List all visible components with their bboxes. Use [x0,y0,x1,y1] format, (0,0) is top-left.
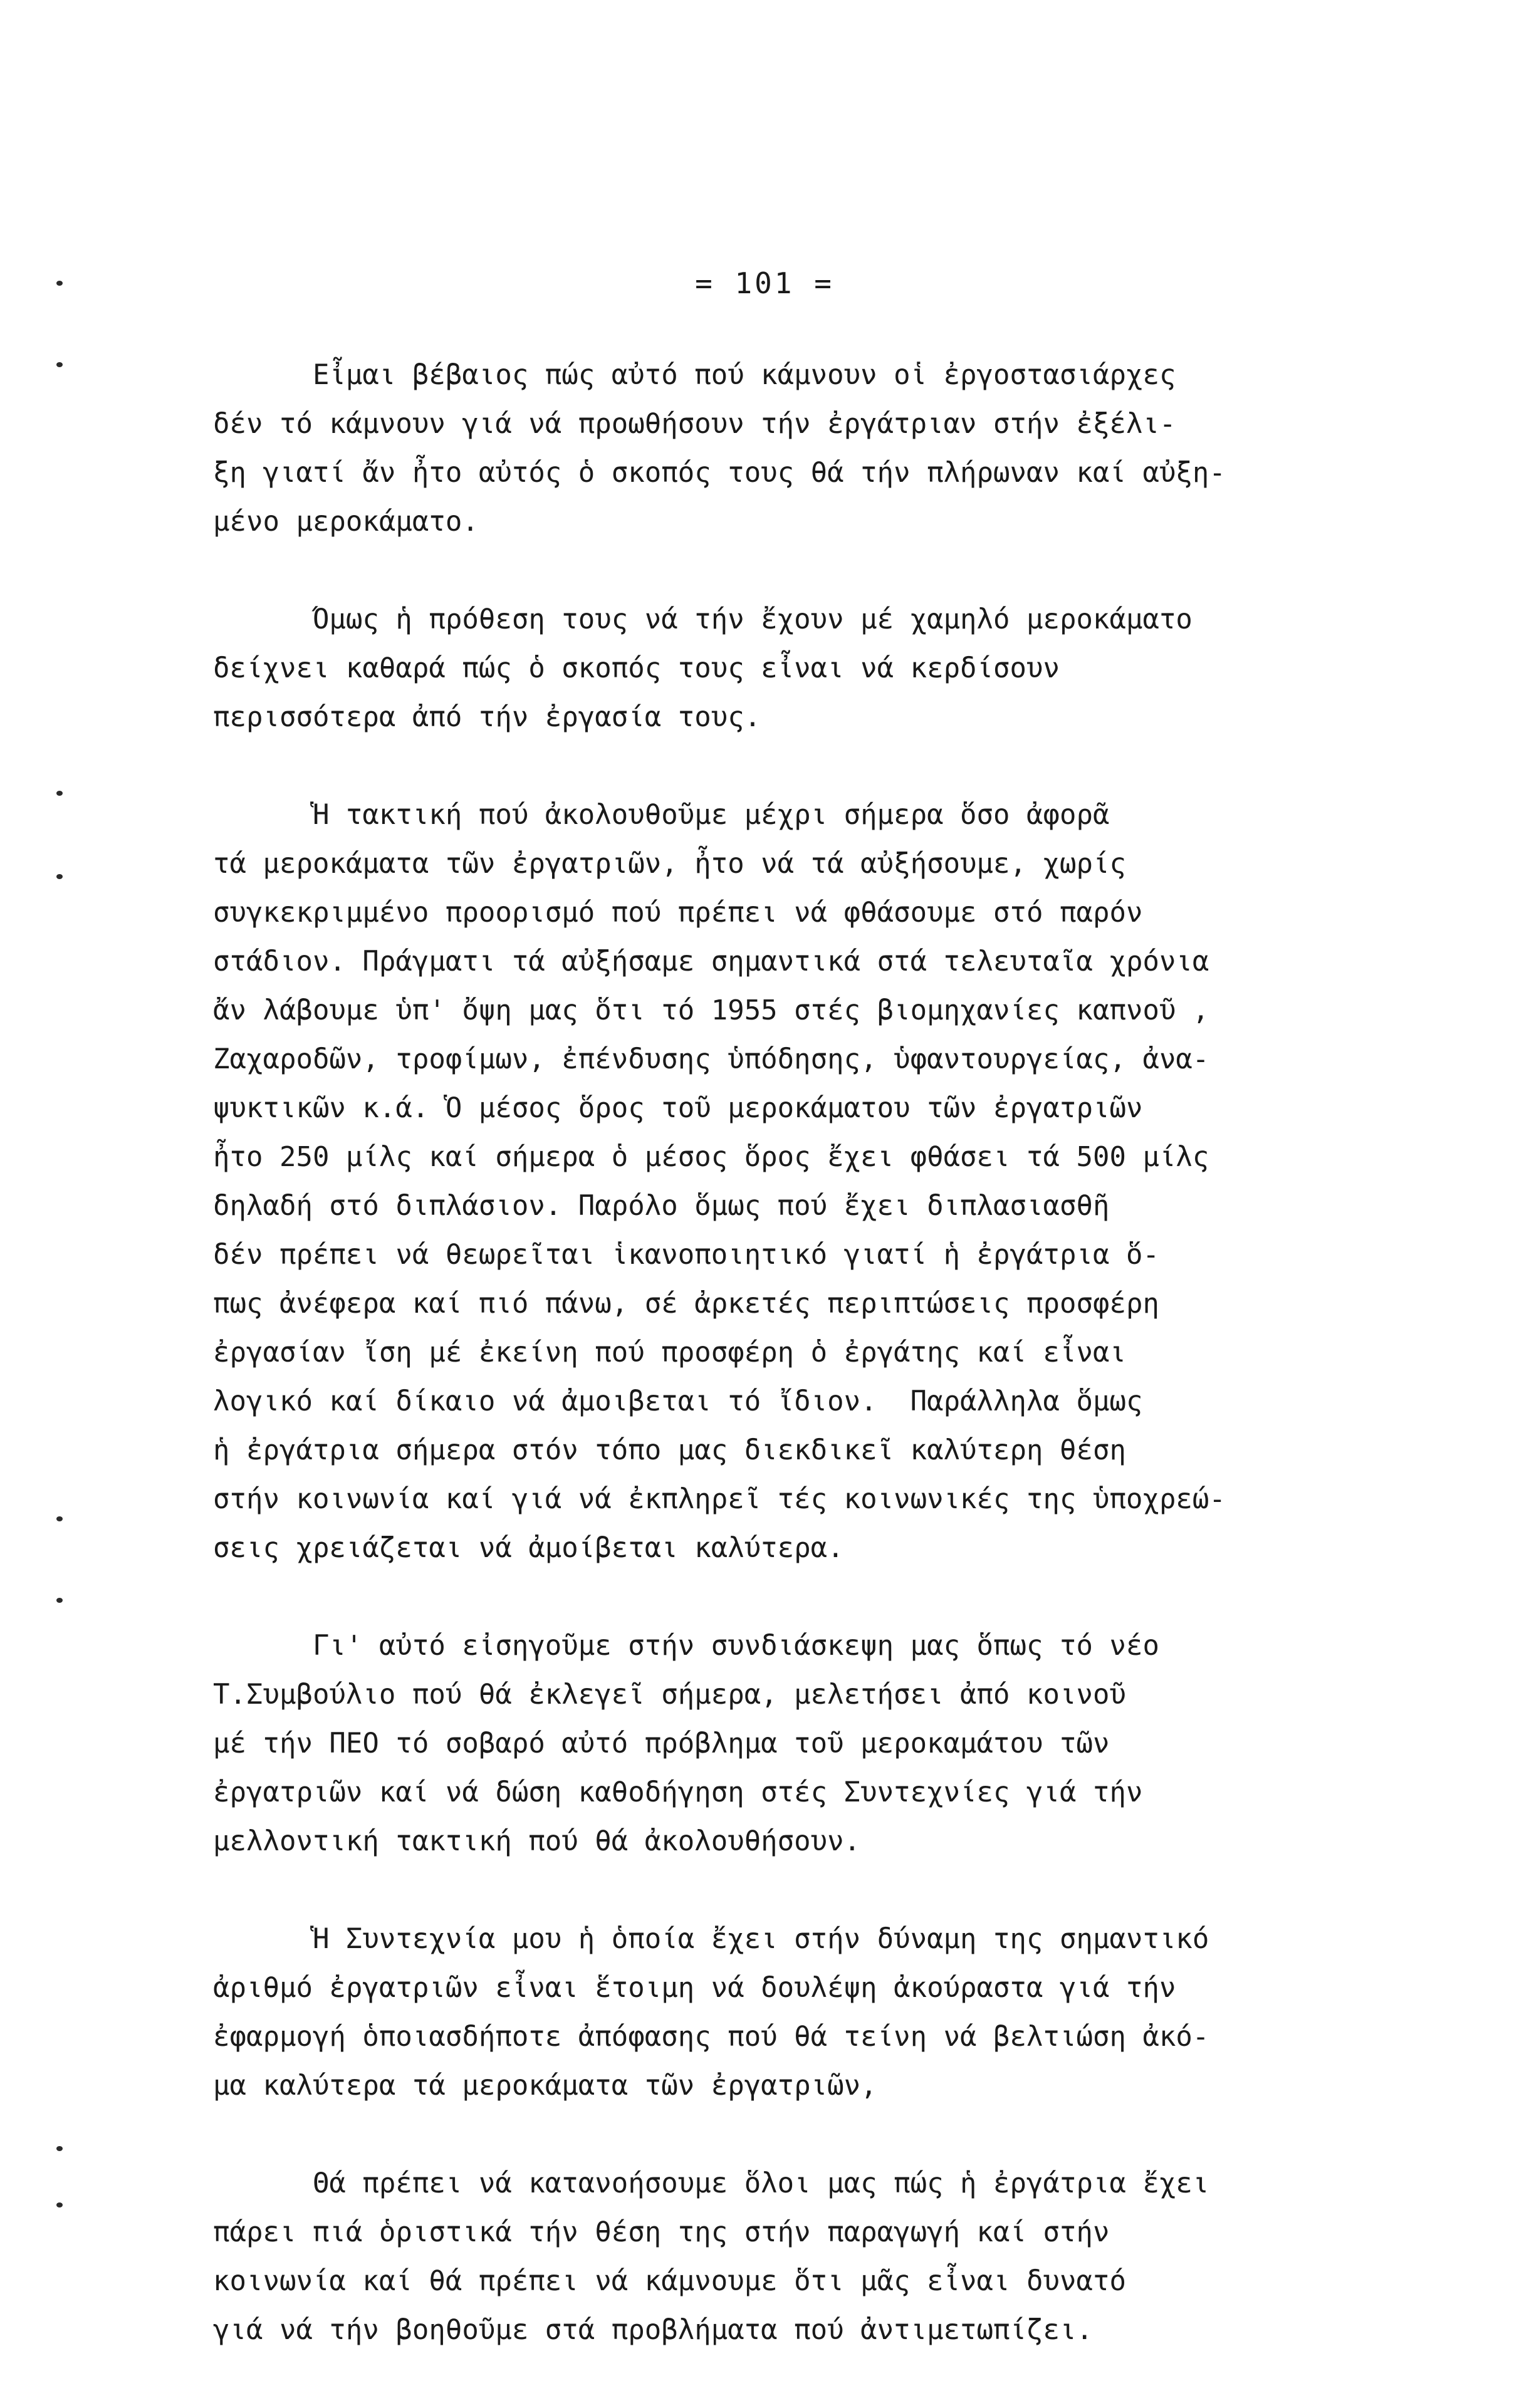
paragraph-2 [213,595,1391,742]
text-line: τά μεροκάματα τῶν ἐργατριῶν, ἦτο νά τά αὐξήσουμε, χωρίς [213,848,1126,880]
text-line: Ἡ τακτική πού ἀκολουθοῦμε μέχρι σήμερα ὅσο ἀφορᾶ [213,799,1110,831]
text-line: γιά νά τήν βοηθοῦμε στά προβλήματα πού ἀντιμετωπίζει. [213,2314,1093,2346]
text-line: πάρει πιά ὁριστικά τήν θέση της στήν παραγωγή καί στήν [213,2216,1110,2248]
margin-mark [56,2146,63,2151]
text-line: συγκεκριμμένο προορισμό πού πρέπει νά φθάσουμε στό παρόν [213,897,1143,929]
text-line: Εἶμαι βέβαιος πώς αὐτό πού κάμνουν οἱ ἐργοστασιάρχες [213,359,1176,391]
text-line: λογικό καί δίκαιο νά ἀμοιβεται τό ἴδιον. Παράλληλα ὅμως [213,1385,1143,1417]
text-line: μελλοντική τακτική πού θά ἀκολουθήσουν. [213,1825,861,1857]
text-line: δέν τό κάμνουν γιά νά προωθήσουν τήν ἐργάτριαν στήν ἐξέλι- [213,408,1176,440]
text-line: Όμως ἡ πρόθεση τους νά τήν ἔχουν μέ χαμηλό μεροκάματο [213,603,1192,635]
text-line: Τ.Συμβούλιο πού θά ἐκλεγεῖ σήμερα, μελετήσει ἀπό κοινοῦ [213,1679,1126,1711]
text-line: μα καλύτερα τά μεροκάματα τῶν ἐργατριῶν, [213,2070,877,2102]
paragraph-5 [213,1915,1391,2110]
margin-mark [56,791,63,796]
text-line: ἦτο 250 μίλς καί σήμερα ὁ μέσος ὅρος ἔχει φθάσει τά 500 μίλς [213,1141,1209,1173]
text-line: κοινωνία καί θά πρέπει νά κάμνουμε ὅτι μᾶς εἶναι δυνατό [213,2265,1126,2297]
text-line: πως ἀνέφερα καί πιό πάνω, σέ ἀρκετές περιπτώσεις προσφέρη [213,1288,1159,1320]
page-number: = 101 = [695,266,834,300]
text-line: ἡ ἐργάτρια σήμερα στόν τόπο μας διεκδικεῖ καλύτερη θέση [213,1434,1126,1466]
text-line: δηλαδή στό διπλάσιον. Παρόλο ὅμως πού ἔχει διπλασιασθῆ [213,1190,1110,1222]
margin-mark [56,1598,63,1603]
text-line: Ἡ Συντεχνία μου ἡ ὁποία ἔχει στήν δύναμη της σημαντικό [213,1923,1209,1955]
text-line: ἐφαρμογή ὁποιασδήποτε ἀπόφασης πού θά τείνη νά βελτιώση ἀκό- [213,2021,1209,2053]
paragraph-6 [213,2159,1391,2355]
text-line: ἐργασίαν ἴση μέ ἐκείνη πού προσφέρη ὁ ἐργάτης καί εἶναι [213,1337,1126,1368]
paragraph-1 [213,351,1391,546]
text-line: Θά πρέπει νά κατανοήσουμε ὅλοι μας πώς ἡ ἐργάτρια ἔχει [213,2167,1209,2199]
text-line: ψυκτικῶν κ.ά. Ὁ μέσος ὅρος τοῦ μεροκάματου τῶν ἐργατριῶν [213,1092,1143,1124]
text-line: ἄν λάβουμε ὑπ' ὄψη μας ὅτι τό 1955 στές βιομηχανίες καπνοῦ , [213,994,1209,1026]
margin-mark [56,1516,63,1521]
text-line: στήν κοινωνία καί γιά νά ἐκπληρεῖ τές κοινωνικές της ὑποχρεώ- [213,1483,1226,1515]
text-line: ξη γιατί ἄν ἦτο αὐτός ὁ σκοπός τους θά τήν πλήρωναν καί αὐξη- [213,457,1226,489]
paragraph-3 [213,791,1391,1573]
margin-mark [56,2202,63,2207]
text-line: δείχνει καθαρά πώς ὁ σκοπός τους εἶναι νά κερδίσουν [213,652,1060,684]
margin-mark [56,362,63,367]
text-line: δέν πρέπει νά θεωρεῖται ἱκανοποιητικό γιατί ἡ ἐργάτρια ὅ- [213,1239,1159,1271]
text-line: περισσότερα ἀπό τήν ἐργασία τους. [213,701,761,733]
text-line: μένο μεροκάματο. [213,506,479,538]
text-line: Ζαχαροδῶν, τροφίμων, ἐπένδυσης ὑπόδησης, ὑφαντουργείας, ἀνα- [213,1043,1209,1075]
text-line: μέ τήν ΠΕΟ τό σοβαρό αὐτό πρόβλημα τοῦ μεροκαμάτου τῶν [213,1728,1110,1759]
document-body [213,351,1391,2404]
text-line: ἀριθμό ἐργατριῶν εἶναι ἕτοιμη νά δουλέψη ἀκούραστα γιά τήν [213,1972,1176,2004]
text-line: στάδιον. Πράγματι τά αὐξήσαμε σημαντικά στά τελευταῖα χρόνια [213,946,1209,977]
paragraph-4 [213,1622,1391,1866]
text-line: ἐργατριῶν καί νά δώση καθοδήγηση στές Συντεχνίες γιά τήν [213,1776,1143,1808]
text-line: Γι' αὐτό εἰσηγοῦμε στήν συνδιάσκεψη μας ὅπως τό νέο [213,1630,1159,1662]
text-line: σεις χρειάζεται νά ἀμοίβεται καλύτερα. [213,1532,844,1564]
margin-mark [56,874,63,879]
